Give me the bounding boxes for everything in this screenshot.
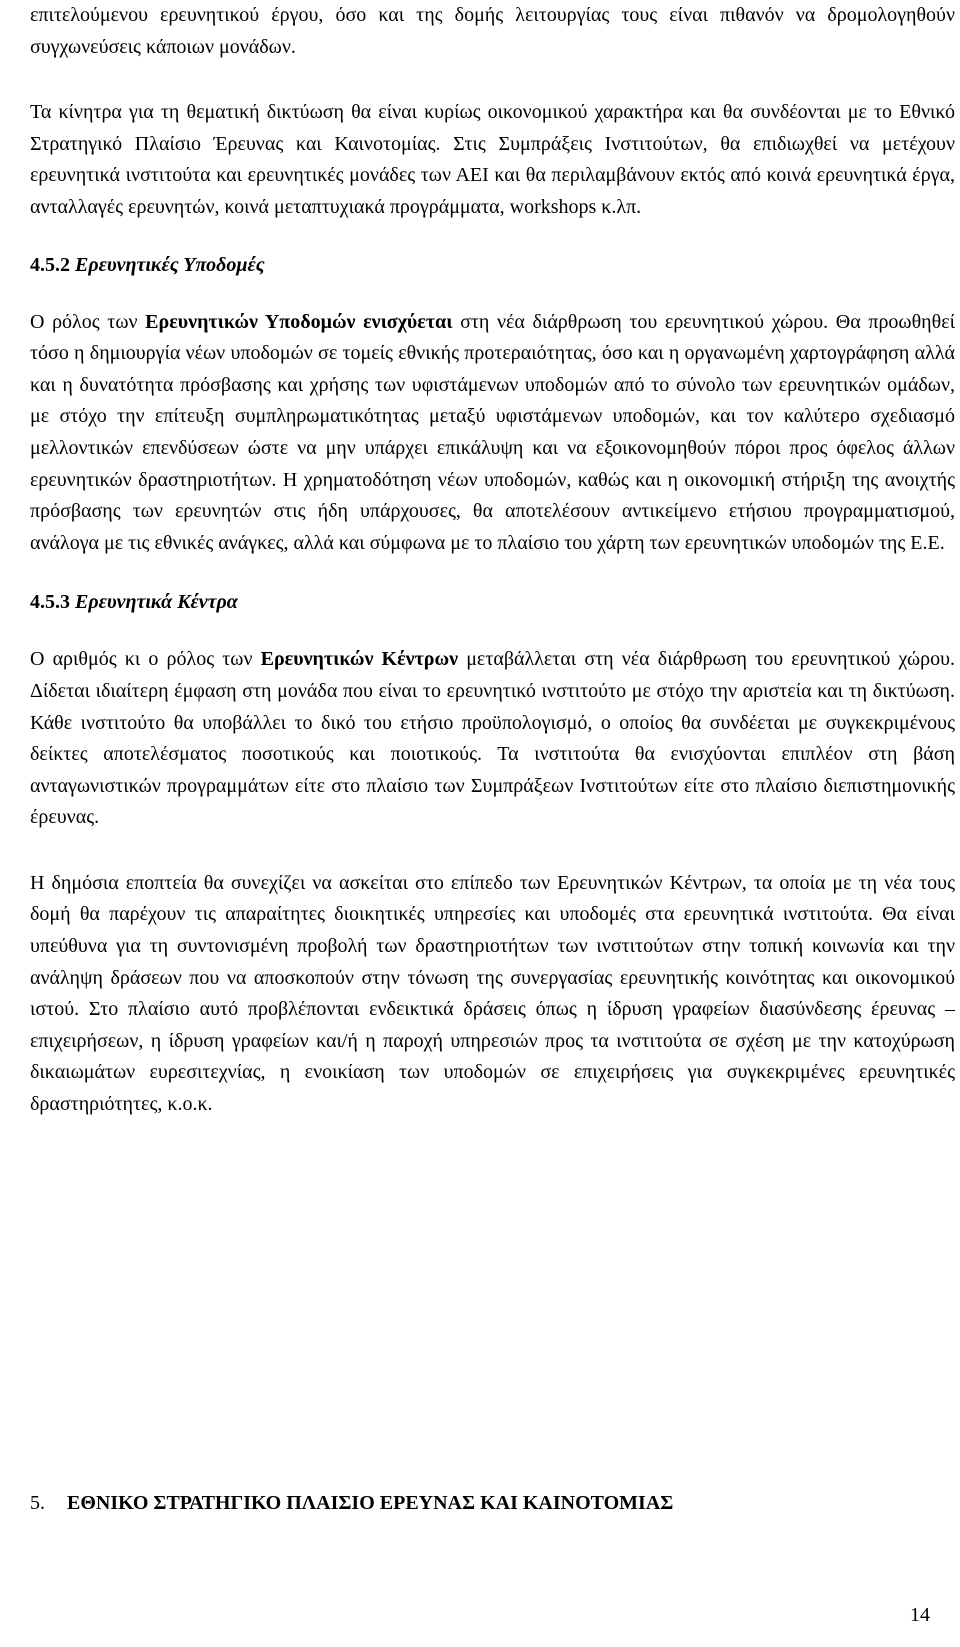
emphasis-research-infrastructures: Ερευνητικών Υποδομών ενισχύεται — [145, 310, 453, 333]
paragraph-lead: Ο αριθμός κι ο ρόλος των — [30, 648, 261, 671]
paragraph-lead: Ο ρόλος των — [30, 310, 138, 333]
paragraph-body: στη νέα διάρθρωση του ερευνητικού χώρου. Θα προωθηθεί τόσο η δημιουργία νέων υποδομών σε τομείς εθνικής προτεραιότητας, όσο και η οργανωμένη χαρτογράφηση αλλά και η δυνατότητα πρόσβασης και χρήσης των υφιστάμενων υποδομών από το σύνολο των ερευνητικών ομάδων, με στόχο την επίτευξη συμπληρωματικότητας μεταξύ υφιστάμενων υποδομών, και τον καλύτερο σχεδιασμό μελλοντικών επενδύσεων ώστε να μην υπάρχει επικάλυψη και να εξοικονομηθούν πόροι προς όφελος άλλων ερευνητικών δραστηριοτήτων. Η χρηματοδότηση νέων υποδομών, καθώς και η οικονομική στήριξη της ανοιχτής πρόσβασης των ερευνητών στις ήδη υπάρχουσες, θα αποτελέσουν αντικείμενο ετήσιου προγραμματισμού, ανάλογα με τις εθνικές ανάγκες, αλλά και σύμφωνα με το πλαίσιο του χάρτη των ερευνητικών υποδομών της Ε.Ε. — [30, 310, 955, 554]
paragraph-body: μεταβάλλεται στη νέα διάρθρωση του ερευνητικού χώρου. Δίδεται ιδιαίτερη έμφαση στη μονάδα που είναι το ερευνητικό ινστιτούτο με στόχο την αριστεία και τη δικτύωση. Κάθε ινστιτούτο θα υποβάλλει το δικό του ετήσιο προϋπολογισμό, ο οποίος θα συνδέεται με συγκεκριμένους δείκτες αποτελέσματος ποσοτικούς και ποιοτικούς. Τα ινστιτούτα θα ενισχύονται επιπλέον στη βάση ανταγωνιστικών προγραμμάτων είτε στο πλαίσιο των Συμπράξεων Ινστιτούτων είτε στο πλαίσιο διεπιστημονικής έρευνας. — [30, 648, 955, 829]
section-title: Ερευνητικές Υποδομές — [75, 253, 265, 276]
paragraph-intro: επιτελούμενου ερευνητικού έργου, όσο και της δομής λειτουργίας τους είναι πιθανόν να δρομολογηθούν συγχωνεύσεις κάποιων μονάδων. — [30, 4, 955, 58]
document-page — [30, 0, 955, 1121]
section-number: 4.5.2 — [30, 253, 70, 276]
section-heading-4-5-2 — [30, 250, 955, 281]
section-heading-4-5-3 — [30, 587, 955, 618]
paragraph-research-infrastructures — [30, 307, 955, 560]
chapter-number: 5. — [30, 1492, 45, 1514]
paragraph-research-centers — [30, 644, 955, 834]
paragraph-incentives: Τα κίνητρα για τη θεματική δικτύωση θα είναι κυρίως οικονομικού χαρακτήρα και θα συνδέονται με το Εθνικό Στρατηγικό Πλαίσιο Έρευνας και Καινοτομίας. Στις Συμπράξεις Ινστιτούτων, θα επιδιωχθεί να μετέχουν ερευνητικά ινστιτούτα και ερευνητικές μονάδες των ΑΕΙ και θα περιλαμβάνουν εκτός από κοινά ερευνητικά έργα, ανταλλαγές ερευνητών, κοινά μεταπτυχιακά προγράμματα, workshops κ.λπ. — [30, 101, 955, 218]
section-title: Ερευνητικά Κέντρα — [75, 591, 238, 614]
page-number: 14 — [910, 1604, 930, 1626]
chapter-title: ΕΘΝΙΚΟ ΣΤΡΑΤΗΓΙΚΟ ΠΛΑΙΣΙΟ ΕΡΕΥΝΑΣ ΚΑΙ ΚΑΙΝΟΤΟΜΙΑΣ — [67, 1492, 674, 1514]
paragraph-public-supervision: Η δημόσια εποπτεία θα συνεχίζει να ασκείται στο επίπεδο των Ερευνητικών Κέντρων, τα οποία με τη νέα τους δομή θα παρέχουν τις απαραίτητες διοικητικές υπηρεσίες και υποδομές στα ερευνητικά ινστιτούτα. Θα είναι υπεύθυνα για τη συντονισμένη προβολή των δραστηριοτήτων των ινστιτούτων στην τοπική κοινωνία και την ανάληψη δράσεων που να αποσκοπούν στην τόνωση της συνεργασίας ερευνητικής κοινότητας και οικονομικού ιστού. Στο πλαίσιο αυτό προβλέπονται ενδεικτικά δράσεις όπως η ίδρυση γραφείων διασύνδεσης έρευνας – επιχειρήσεων, η ίδρυση γραφείων και/ή η παροχή υπηρεσιών προς τα ινστιτούτα σε σχέση με την κατοχύρωση δικαιωμάτων ευρεσιτεχνίας, η ενοικίαση των υποδομών σε επιχειρήσεις για συγκεκριμένες ερευνητικές δραστηριότητες, κ.ο.κ. — [30, 871, 955, 1116]
emphasis-research-centers: Ερευνητικών Κέντρων — [260, 648, 459, 671]
chapter-heading-5 — [30, 1488, 673, 1518]
section-number: 4.5.3 — [30, 591, 70, 614]
